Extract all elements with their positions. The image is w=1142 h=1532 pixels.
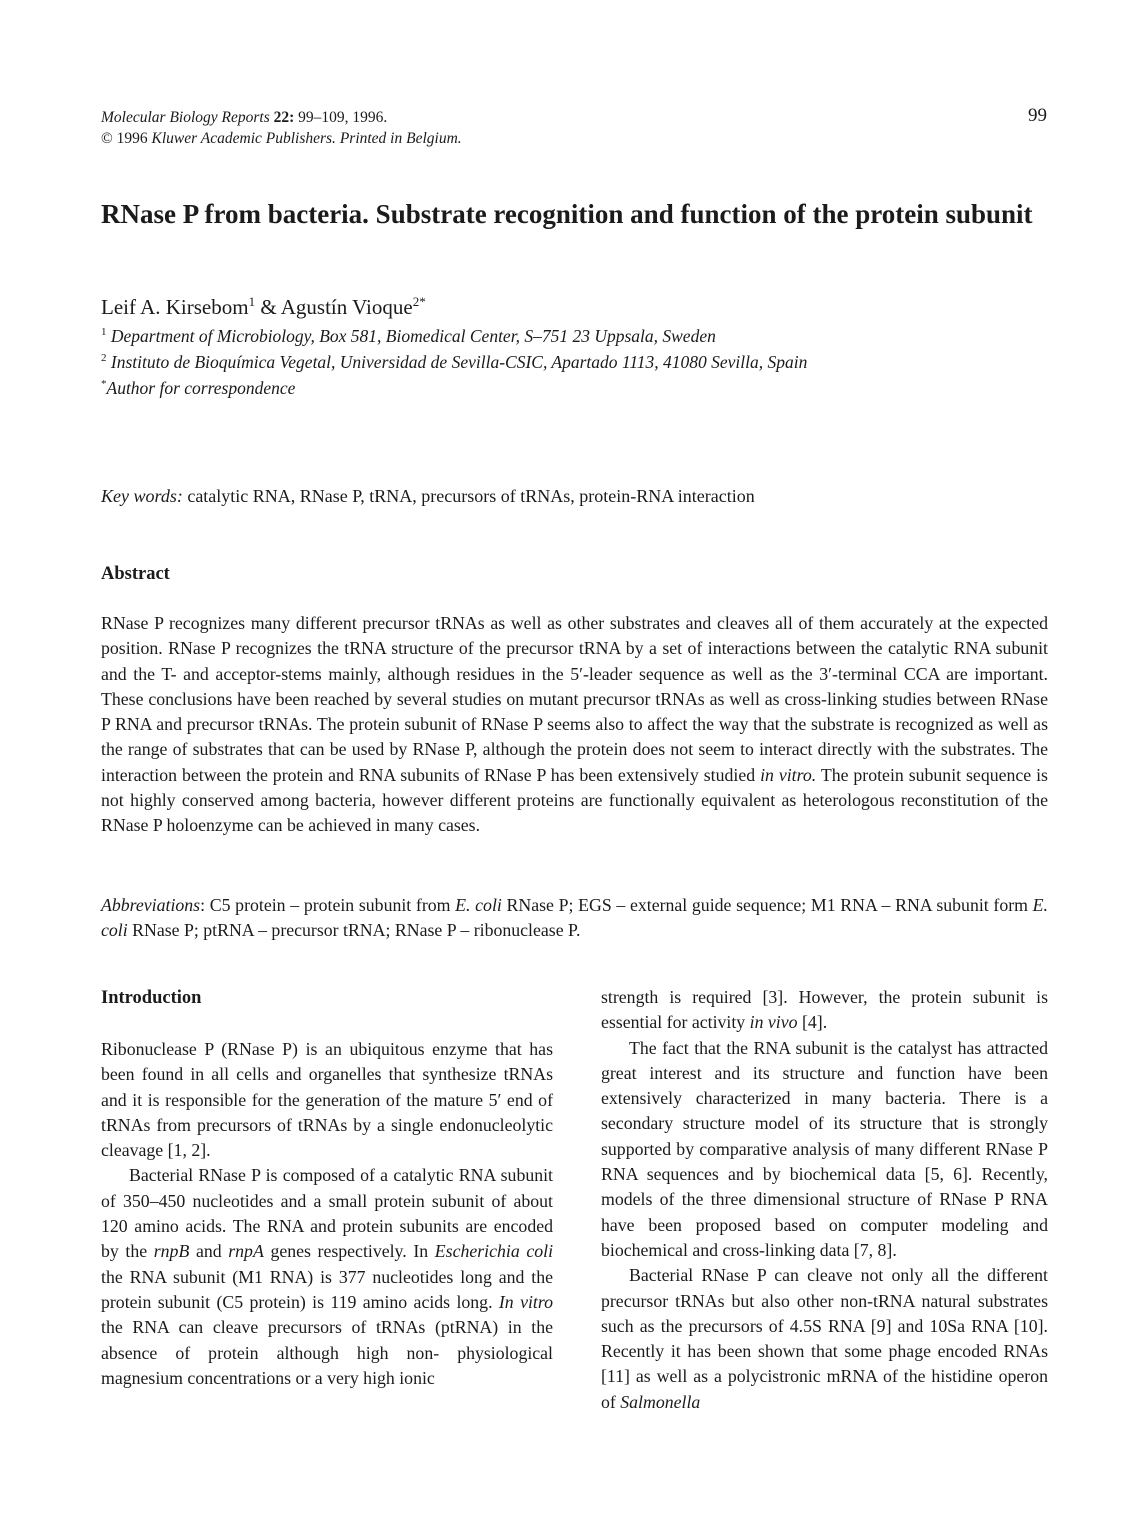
- italic-term: In vitro: [498, 1291, 553, 1312]
- author-joiner: &: [255, 295, 281, 319]
- gene-name: rnpA: [228, 1241, 264, 1262]
- affiliation-2: [101, 346, 807, 374]
- article-title: RNase P from bacteria. Substrate recognition and function of the protein subunit: [101, 199, 1033, 229]
- printed-in: Printed in Belgium.: [339, 130, 462, 147]
- abstract-italic: in vitro.: [760, 764, 817, 785]
- species-name: Salmonella: [620, 1391, 701, 1412]
- abstract-text: The protein subunit sequence is not highly conserved among bacteria, however different proteins are functionally equivalent as heterologous reconstitution of the RNase P holoenzyme can be achieved in many cases.: [101, 764, 1048, 836]
- paragraph-text: strength is required [3]. However, the protein subunit is essential for activity: [601, 987, 1048, 1033]
- page-number: 99: [1028, 105, 1047, 126]
- paragraph-text: Bacterial RNase P is composed of a catalytic RNA subunit of 350–450 nucleotides and a small protein subunit of about 120 amino acids. The RNA and protein subunits are encoded by the: [101, 1165, 553, 1262]
- paragraph: Ribonuclease P (RNase P) is an ubiquitous enzyme that has been found in all cells and organelles that synthesize tRNAs and it is responsible for the generation of the mature 5′ end of tRNAs from precursors of tRNAs by a single endonucleolytic cleavage [1, 2].: [101, 1039, 553, 1161]
- author-superscript: 1: [248, 294, 256, 309]
- paragraph: [101, 1163, 553, 1391]
- abbreviations-label: Abbreviations: [101, 895, 201, 915]
- introduction-heading: Introduction: [101, 988, 202, 1008]
- affiliation-marker: 2: [101, 352, 107, 364]
- abbreviations-text: C5 protein – protein subunit from: [209, 895, 451, 915]
- species-name: Escherichia coli: [434, 1241, 554, 1262]
- journal-name: Molecular Biology Reports: [101, 109, 270, 126]
- keywords-label: Key words:: [101, 486, 183, 506]
- right-column: [601, 985, 1048, 1415]
- journal-volume: 22:: [273, 109, 295, 126]
- paragraph-text: Bacterial RNase P can cleave not only all the different precursor tRNAs but also other non-tRNA natural substrates such as the precursors of 4.5S RNA [9] and 10Sa RNA [10]. Recently it has been shown that some phage encoded RNAs [11] as well as a polycistronic mRNA of the histidine operon of: [601, 1265, 1048, 1412]
- italic-term: in vivo: [749, 1012, 798, 1033]
- publisher: Kluwer Academic Publishers.: [151, 130, 336, 147]
- abstract-body: [101, 611, 1048, 839]
- abstract-text: RNase P recognizes many different precursor tRNAs as well as other substrates and cleaves all of them accurately at the expected position. RNase P recognizes the tRNA structure of the precursor tRNA by a set of interactions between the catalytic RNA subunit and the T- and acceptor-stems mainly, although residues in the 5′-leader sequence as well as the 3′-terminal CCA are important. These conclusions have been reached by several studies on mutant precursor tRNAs as well as cross-linking studies between RNase P RNA and precursor tRNAs. The protein subunit of RNase P seems also to affect the way that the substrate is recognized as well as the range of substrates that can be used by RNase P, although the protein does not seem to interact directly with the substrates. The interaction between the protein and RNA subunits of RNase P has been extensively studied: [101, 613, 1048, 785]
- species-name: E. coli: [101, 895, 1048, 941]
- species-name: E. coli: [455, 895, 502, 915]
- affiliation-marker: 1: [101, 326, 107, 338]
- keywords-text: catalytic RNA, RNase P, tRNA, precursors of tRNAs, protein-RNA interaction: [187, 486, 755, 506]
- author-superscript: 2*: [412, 294, 426, 309]
- abbreviations-colon: :: [200, 895, 206, 915]
- keywords: [101, 486, 755, 507]
- affiliation-text: Instituto de Bioquímica Vegetal, Universidad de Sevilla-CSIC, Apartado 1113, 41080 Sevilla, Spain: [110, 351, 808, 372]
- left-column: [101, 1037, 553, 1391]
- abbreviations-text: RNase P; ptRNA – precursor tRNA; RNase P – ribonuclease P.: [132, 920, 581, 941]
- paragraph-text: the RNA subunit (M1 RNA) is 377 nucleotides long and the protein subunit (C5 protein) is 119 amino acids long.: [101, 1266, 553, 1312]
- author-name: Leif A. Kirsebom: [101, 295, 249, 319]
- affiliation-text: Department of Microbiology, Box 581, Biomedical Center, S–751 23 Uppsala, Sweden: [110, 325, 716, 346]
- journal-pages-year: 99–109, 1996.: [298, 109, 388, 126]
- copyright-year: 1996: [116, 130, 148, 147]
- paragraph-text: genes respectively. In: [270, 1241, 429, 1262]
- affiliation-marker: *: [101, 378, 107, 390]
- paragraph-text: the RNA can cleave precursors of tRNAs (ptRNA) in the absence of protein although high non- physiological magnesium concentrations or a very high ionic: [101, 1317, 553, 1388]
- correspondence-note: [101, 372, 295, 400]
- journal-citation: [101, 107, 462, 128]
- paragraph-text: [4].: [802, 1012, 828, 1033]
- abstract-heading: Abstract: [101, 564, 170, 584]
- affiliation-1: [101, 320, 716, 348]
- paragraph: The fact that the RNA subunit is the catalyst has attracted great interest and its structure and function have been extensively characterized in many bacteria. There is a secondary structure model of its structure that is strongly supported by comparative analysis of many different RNase P RNA sequences and by biochemical data [5, 6]. Recently, models of the three dimensional structure of RNase P RNA have been proposed based on computer modeling and biochemical and cross-linking data [7, 8].: [601, 1037, 1048, 1260]
- gene-name: rnpB: [153, 1241, 190, 1262]
- author-line: [101, 294, 426, 320]
- affiliation-text: Author for correspondence: [106, 377, 296, 398]
- paragraph: [601, 1263, 1048, 1415]
- copyright-symbol: ©: [101, 130, 113, 147]
- abbreviations-text: RNase P; EGS – external guide sequence; M1 RNA – RNA subunit form: [506, 895, 1028, 915]
- copyright-line: [101, 128, 462, 149]
- paragraph-text: and: [195, 1241, 222, 1262]
- abbreviations: [101, 893, 1048, 944]
- running-header: [101, 107, 462, 149]
- author-name: Agustín Vioque: [280, 295, 413, 319]
- paragraph: [601, 985, 1048, 1036]
